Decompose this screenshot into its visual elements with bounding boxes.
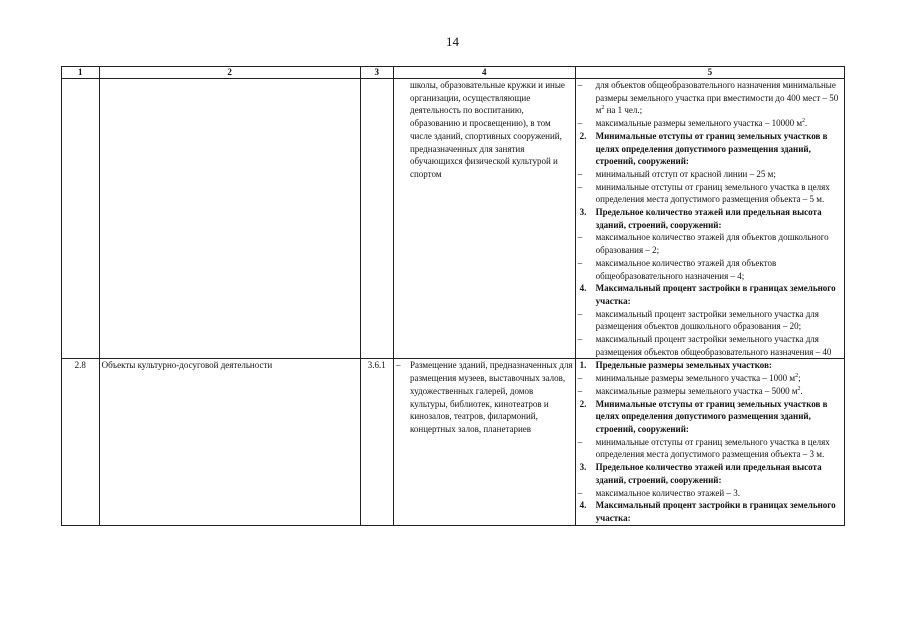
heading-text: Предельные размеры земельных участков: <box>595 360 772 371</box>
dash-marker: – <box>577 334 583 345</box>
parameters-list <box>578 79 842 358</box>
header-col-2: 2 <box>99 67 360 79</box>
header-col-4: 4 <box>393 67 575 79</box>
parameter-text: максимальный процент застройки земельного участка для размещения объектов общеобразовательного назначения – 40 <box>595 334 832 357</box>
row-number <box>62 79 100 359</box>
parameter-item <box>578 333 842 358</box>
heading-number: 2. <box>579 398 587 409</box>
dash-marker: – <box>577 80 583 90</box>
parameter-text: максимальные размеры земельного участка – 5000 $м^2$. <box>595 385 803 396</box>
heading-number: 3. <box>579 462 587 473</box>
table-row <box>62 359 845 525</box>
header-col-5: 5 <box>575 67 844 79</box>
parameter-item <box>578 117 842 130</box>
heading-number: 1. <box>579 360 587 371</box>
dash-marker: – <box>577 436 583 447</box>
heading-number: 2. <box>579 130 587 141</box>
parameter-text: для объектов общеобразовательного назначения минимальные размеры земельного участка при вместимости до 400 мест – 50 $м^2$ на 1 чел.; <box>595 80 839 116</box>
heading-text: Предельное количество этажей или предельная высота зданий, строений, сооружений: <box>595 462 822 485</box>
parameter-item <box>578 385 842 398</box>
parameter-item <box>578 308 842 333</box>
parameter-text: максимальные размеры земельного участка – 10000 $м^2$. <box>595 118 808 129</box>
parameter-item <box>578 436 842 461</box>
parameter-item <box>578 231 842 256</box>
parameter-heading <box>578 461 842 486</box>
parameter-text: максимальное количество этажей для объектов общеобразовательного назначения – 4; <box>595 257 777 281</box>
parameter-heading <box>578 130 842 168</box>
heading-text: Максимальный процент застройки в границах земельного участка: <box>595 283 836 306</box>
dash-marker: – <box>577 168 583 179</box>
parameter-text: минимальные отступы от границ земельного участка в целях определения места допустимого размещения объекта – 3 м. <box>595 436 830 460</box>
heading-number: 3. <box>579 207 587 218</box>
parameter-heading <box>578 359 842 372</box>
parameter-item <box>578 487 842 500</box>
parameter-heading <box>578 282 842 307</box>
parameter-item <box>578 181 842 206</box>
heading-text: Минимальные отступы от границ земельных участков в целях определения допустимого размещения зданий, строений, сооружений: <box>595 130 828 167</box>
parameter-text: минимальные отступы от границ земельного участка в целях определения места допустимого размещения объекта – 5 м. <box>595 181 830 205</box>
object-name <box>99 79 360 359</box>
dash-marker: – <box>577 487 583 498</box>
dash-marker: – <box>577 308 583 319</box>
parameter-text: максимальный процент застройки земельного участка для размещения объектов дошкольного образования – 20; <box>595 308 819 332</box>
heading-text: Максимальный процент застройки в границах земельного участка: <box>595 500 836 523</box>
object-name: Объекты культурно-досуговой деятельности <box>99 359 360 525</box>
table-header-row <box>62 67 845 79</box>
parameters-cell <box>575 79 844 359</box>
parameters-cell <box>575 359 844 525</box>
dash-marker: – <box>577 373 583 384</box>
page-number: 14 <box>446 34 459 49</box>
use-code: 3.6.1 <box>360 359 393 525</box>
heading-number: 4. <box>579 500 587 511</box>
zoning-table <box>61 66 845 526</box>
use-code <box>360 79 393 359</box>
row-number: 2.8 <box>62 359 100 525</box>
dash-marker: – <box>577 385 583 396</box>
parameter-item <box>578 79 842 117</box>
heading-number: 4. <box>579 283 587 294</box>
parameters-list <box>578 359 842 524</box>
parameter-heading <box>578 206 842 231</box>
use-description-cell <box>393 79 575 359</box>
parameter-text: максимальное количество этажей для объектов дошкольного образования – 2; <box>595 232 829 256</box>
parameter-item <box>578 168 842 181</box>
heading-text: Минимальные отступы от границ земельных участков в целях определения допустимого размещения зданий, строений, сооружений: <box>595 398 828 434</box>
table-row <box>62 79 845 359</box>
dash-marker: – <box>395 360 401 371</box>
header-col-3: 3 <box>360 67 393 79</box>
use-description: школы, образовательные кружки и иные организации, осуществляющие деятельность по воспитанию, образованию и просвещению), в том числе зданий, спортивных сооружений, предназначенных для занятия обучающихся физической культурой и спортом <box>409 80 565 179</box>
parameter-heading <box>578 499 842 524</box>
use-description: Размещение зданий, предназначенных для размещения музеев, выставочных залов, художественных галерей, домов культуры, библиотек, кинотеатров и кинозалов, театров, филармоний, концертных залов, планетариев <box>409 360 573 434</box>
use-description-cell <box>393 359 575 525</box>
dash-marker: – <box>577 257 583 268</box>
parameter-text: минимальный отступ от красной линии – 25 м; <box>595 168 776 179</box>
heading-text: Предельное количество этажей или предельная высота зданий, строений, сооружений: <box>595 207 822 230</box>
dash-marker: – <box>577 118 583 129</box>
parameter-text: минимальные размеры земельного участка – 1000 $м^2$; <box>595 373 801 384</box>
dash-marker: – <box>577 181 583 192</box>
dash-marker: – <box>577 232 583 243</box>
parameter-text: максимальное количество этажей – 3. <box>595 487 740 498</box>
parameter-item <box>578 257 842 282</box>
parameter-item <box>578 372 842 385</box>
parameter-heading <box>578 398 842 436</box>
header-col-1: 1 <box>62 67 100 79</box>
